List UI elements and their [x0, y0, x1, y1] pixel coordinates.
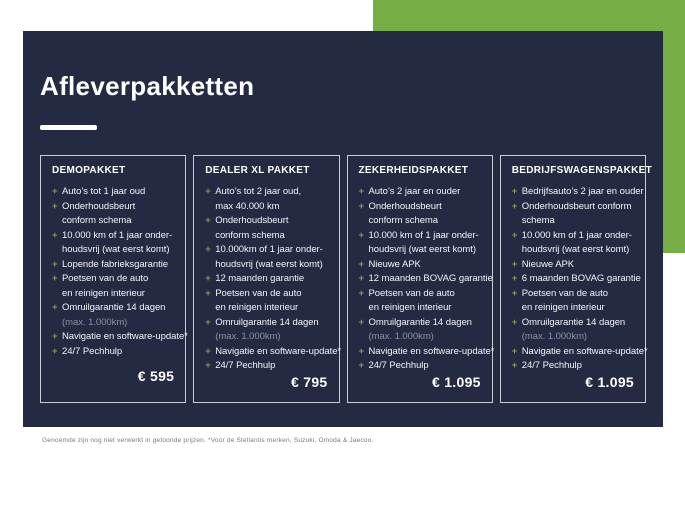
feature-line	[205, 214, 332, 229]
feature-line	[205, 272, 332, 287]
feature-line	[205, 243, 332, 258]
feature-text: (max. 1.000km)	[62, 316, 128, 328]
feature-text: Onderhoudsbeurt	[62, 200, 136, 212]
feature-text: Bedrijfsauto’s 2 jaar en ouder	[521, 186, 644, 197]
feature-text: 10.000 km of 1 jaar onder-	[368, 229, 479, 241]
package-price: € 1.095	[431, 373, 481, 390]
feature-line	[205, 258, 332, 273]
feature-text: (max. 1.000km)	[215, 331, 281, 342]
feature-line	[359, 258, 486, 273]
feature-line	[511, 345, 648, 360]
feature-text: Onderhoudsbeurt conform	[521, 200, 632, 212]
plus-bullet-icon: +	[358, 316, 364, 328]
feature-list	[205, 185, 342, 374]
feature-text: Poetsen van de auto	[62, 273, 149, 284]
feature-text: 24/7 Pechhulp	[62, 345, 123, 357]
feature-text: conform schema	[62, 215, 132, 226]
package-card-title: ZEKERHEIDSPAKKET	[358, 165, 469, 176]
feature-text: Omruilgarantie 14 dagen	[62, 302, 166, 313]
feature-text: Poetsen van de auto	[368, 287, 455, 299]
feature-line	[512, 272, 639, 287]
plus-bullet-icon: +	[205, 316, 211, 328]
package-card	[500, 155, 653, 403]
plus-bullet-icon: +	[358, 200, 364, 212]
feature-text: schema	[521, 215, 555, 226]
plus-bullet-icon: +	[358, 258, 364, 270]
package-card-title: DEALER XL PAKKET	[205, 165, 310, 176]
feature-line	[359, 287, 486, 302]
package-card	[347, 155, 493, 403]
feature-line	[52, 316, 179, 331]
feature-text: conform schema	[368, 215, 439, 226]
feature-line	[512, 301, 639, 316]
feature-text: Omruilgarantie 14 dagen	[368, 316, 472, 328]
feature-text: 6 maanden BOVAG garantie	[521, 273, 641, 284]
plus-bullet-icon: +	[52, 273, 58, 284]
plus-bullet-icon: +	[52, 200, 58, 212]
plus-bullet-icon: +	[358, 186, 364, 197]
feature-text: 24/7 Pechhulp	[368, 360, 429, 371]
plus-bullet-icon: +	[52, 229, 58, 241]
feature-text: Navigatie en software-update*	[368, 345, 495, 357]
feature-line	[52, 330, 188, 345]
plus-bullet-icon: +	[52, 186, 58, 197]
feature-text: (max. 1.000km)	[368, 331, 434, 342]
feature-line	[359, 359, 486, 374]
feature-text: houdsvrij (wat eerst komt)	[521, 244, 630, 255]
feature-line	[52, 185, 179, 200]
feature-text: Lopende fabrieksgarantie	[62, 258, 169, 270]
feature-line	[52, 272, 179, 287]
feature-line	[205, 301, 332, 316]
plus-bullet-icon: +	[511, 360, 518, 371]
feature-text: 24/7 Pechhulp	[521, 360, 582, 371]
plus-bullet-icon: +	[52, 345, 58, 357]
feature-line	[52, 345, 179, 360]
feature-text: houdsvrij (wat eerst komt)	[215, 258, 323, 270]
plus-bullet-icon: +	[205, 244, 211, 255]
package-card	[193, 155, 342, 403]
plus-bullet-icon: +	[358, 345, 364, 357]
plus-bullet-icon: +	[205, 186, 211, 197]
feature-line	[359, 316, 486, 331]
feature-line	[359, 185, 486, 200]
footnote: Genoemde zijn nog niet verwerkt in getoonde prijzen. *Voor de Stellantis merken, Suzuki, Omoda & Jaecoo.	[42, 437, 374, 444]
feature-line	[359, 330, 486, 345]
package-price: € 795	[290, 373, 328, 390]
feature-line	[512, 243, 639, 258]
package-cards	[40, 155, 653, 403]
plus-bullet-icon: +	[205, 273, 211, 284]
feature-text: Omruilgarantie 14 dagen	[215, 316, 319, 328]
feature-text: Auto’s tot 2 jaar oud,	[215, 186, 302, 197]
feature-text: 10.000km of 1 jaar onder-	[215, 244, 323, 255]
plus-bullet-icon: +	[205, 287, 211, 299]
feature-text: 12 maanden garantie	[215, 273, 305, 284]
feature-text: 10.000 km of 1 jaar onder-	[521, 229, 632, 241]
feature-line	[512, 229, 639, 244]
feature-line	[359, 200, 486, 215]
feature-line	[52, 214, 179, 229]
feature-line	[52, 229, 179, 244]
feature-text: max 40.000 km	[215, 200, 280, 212]
feature-line	[512, 200, 639, 215]
feature-text: en reinigen interieur	[215, 302, 299, 313]
feature-text: 10.000 km of 1 jaar onder-	[62, 229, 173, 241]
feature-list	[511, 185, 648, 374]
feature-line	[512, 359, 639, 374]
plus-bullet-icon: +	[511, 229, 518, 241]
feature-text: 12 maanden BOVAG garantie	[368, 273, 493, 284]
feature-text: Navigatie en software-update*	[62, 331, 188, 342]
plus-bullet-icon: +	[205, 345, 211, 357]
feature-line	[359, 301, 486, 316]
package-card-title: BEDRIJFSWAGENSPAKKET	[511, 165, 653, 176]
plus-bullet-icon: +	[52, 331, 58, 342]
plus-bullet-icon: +	[205, 215, 211, 226]
plus-bullet-icon: +	[358, 360, 364, 371]
feature-line	[52, 287, 179, 302]
feature-line	[205, 345, 342, 360]
feature-text: Auto’s tot 1 jaar oud	[62, 186, 146, 197]
feature-text: Nieuwe APK	[368, 258, 421, 270]
feature-text: en reinigen interieur	[62, 287, 145, 299]
feature-text: en reinigen interieur	[521, 302, 605, 313]
feature-line	[358, 272, 493, 287]
feature-list	[52, 185, 188, 359]
plus-bullet-icon: +	[511, 316, 518, 328]
feature-line	[512, 287, 639, 302]
feature-line	[512, 258, 639, 273]
feature-line	[205, 185, 332, 200]
plus-bullet-icon: +	[358, 229, 364, 241]
plus-bullet-icon: +	[511, 258, 518, 270]
plus-bullet-icon: +	[205, 360, 211, 371]
feature-text: Poetsen van de auto	[521, 287, 608, 299]
feature-line	[512, 316, 639, 331]
plus-bullet-icon: +	[511, 345, 518, 357]
feature-text: (max. 1.000km)	[521, 331, 588, 342]
package-price: € 595	[137, 368, 175, 384]
feature-text: Poetsen van de auto	[215, 287, 302, 299]
feature-line	[358, 345, 495, 360]
title-underline	[40, 125, 97, 130]
feature-line	[205, 330, 332, 345]
feature-line	[205, 200, 332, 215]
feature-line	[205, 287, 332, 302]
feature-line	[52, 301, 179, 316]
feature-text: en reinigen interieur	[368, 302, 452, 313]
page-title: Afleverpakketten	[40, 71, 255, 101]
feature-line	[512, 330, 639, 345]
feature-line	[205, 359, 332, 374]
feature-line	[359, 214, 486, 229]
plus-bullet-icon: +	[52, 258, 58, 270]
feature-text: Nieuwe APK	[521, 258, 575, 270]
feature-text: Auto’s 2 jaar en ouder	[368, 186, 461, 197]
feature-line	[205, 229, 332, 244]
feature-line	[511, 185, 644, 200]
feature-text: Onderhoudsbeurt	[215, 215, 289, 226]
plus-bullet-icon: +	[511, 200, 518, 212]
feature-line	[52, 200, 179, 215]
feature-text: 24/7 Pechhulp	[215, 360, 276, 371]
feature-text: conform schema	[215, 229, 285, 241]
plus-bullet-icon: +	[358, 273, 364, 284]
package-card-title: DEMOPAKKET	[52, 165, 126, 176]
feature-line	[52, 258, 179, 273]
content-panel	[23, 31, 663, 427]
feature-text: Navigatie en software-update*	[215, 345, 342, 357]
feature-text: Onderhoudsbeurt	[368, 200, 442, 212]
feature-line	[512, 214, 639, 229]
feature-line	[359, 243, 486, 258]
feature-text: Omruilgarantie 14 dagen	[521, 316, 626, 328]
package-card	[40, 155, 186, 403]
feature-text: houdsvrij (wat eerst komt)	[368, 244, 476, 255]
plus-bullet-icon: +	[358, 287, 364, 299]
plus-bullet-icon: +	[511, 186, 518, 197]
feature-text: Navigatie en software-update*	[521, 345, 648, 357]
package-price: € 1.095	[585, 373, 634, 390]
feature-line	[52, 243, 179, 258]
feature-text: houdsvrij (wat eerst komt)	[62, 244, 170, 255]
plus-bullet-icon: +	[511, 287, 518, 299]
feature-line	[359, 229, 486, 244]
plus-bullet-icon: +	[511, 273, 518, 284]
plus-bullet-icon: +	[52, 302, 58, 313]
feature-line	[205, 316, 332, 331]
feature-list	[358, 185, 495, 374]
